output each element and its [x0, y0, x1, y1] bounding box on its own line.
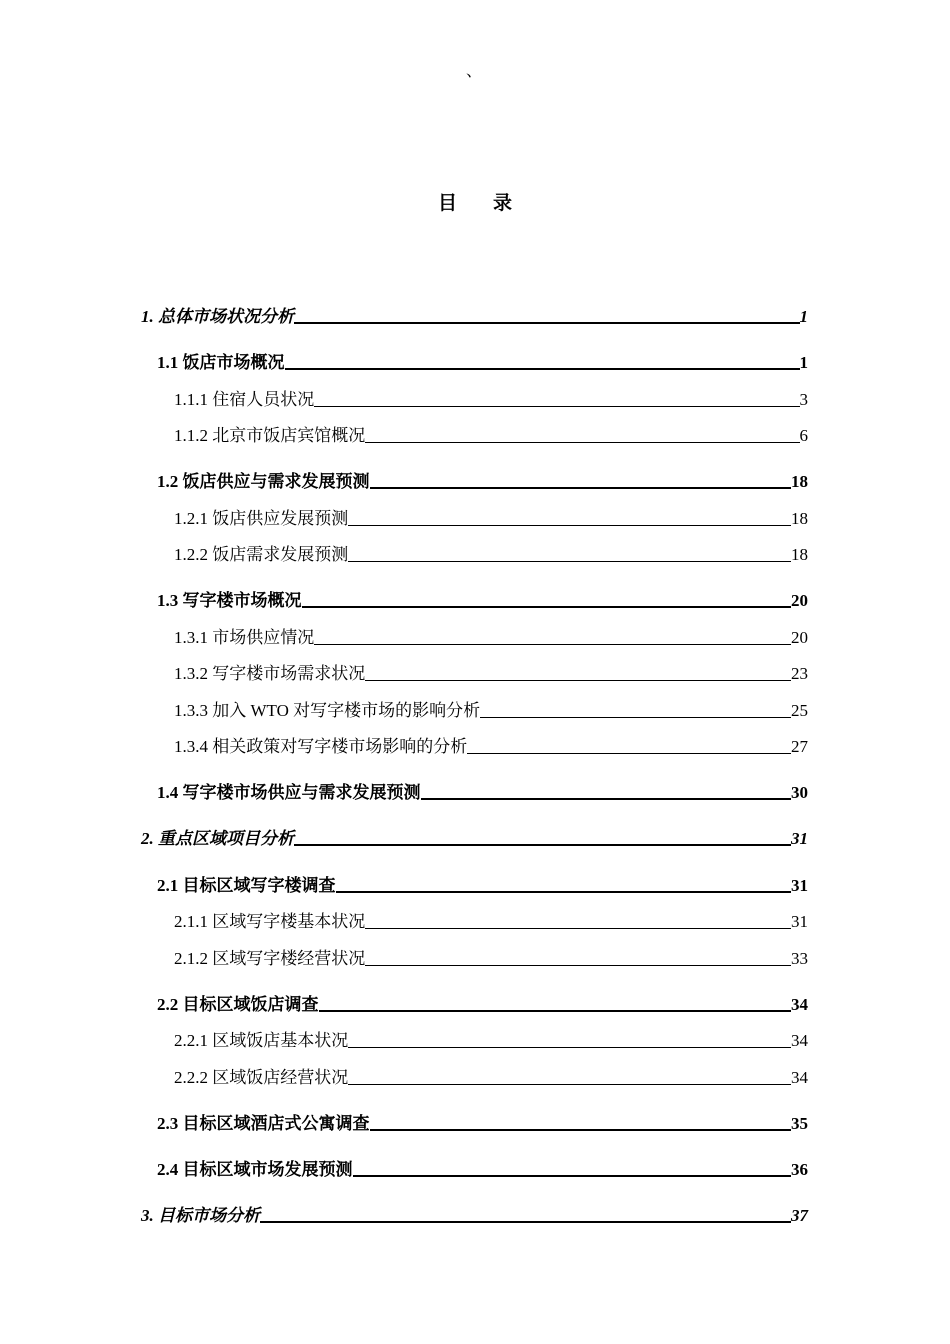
- toc-entry-label: 1.3.3 加入 WTO 对写字楼市场的影响分析: [174, 701, 481, 720]
- toc-entry[interactable]: [157, 590, 808, 612]
- toc-entry[interactable]: [174, 948, 808, 970]
- toc-entry[interactable]: [174, 663, 808, 685]
- toc-leader-line: [336, 891, 792, 893]
- toc-entry-page: 34: [791, 1068, 808, 1087]
- toc-entry[interactable]: [174, 1030, 808, 1052]
- toc-entry-page: 18: [791, 509, 808, 528]
- toc-entry-page: 1: [799, 353, 808, 372]
- toc-entry-page: 37: [791, 1206, 808, 1225]
- toc-entry[interactable]: [141, 306, 808, 328]
- toc-leader-line: [348, 1084, 791, 1085]
- toc-entry[interactable]: [157, 1113, 808, 1135]
- toc-entry[interactable]: [157, 875, 808, 897]
- toc-entry-label: 2.2 目标区域饭店调查: [157, 995, 319, 1014]
- toc-entry-label: 1.3.4 相关政策对写字楼市场影响的分析: [174, 737, 468, 756]
- toc-entry-label: 2.2.1 区域饭店基本状况: [174, 1031, 349, 1050]
- toc-leader-line: [365, 965, 791, 966]
- toc-entry-page: 25: [791, 701, 808, 720]
- toc-leader-line: [365, 442, 799, 443]
- toc-leader-line: [370, 1129, 792, 1131]
- toc-entry-page: 1: [799, 307, 808, 326]
- title-char-1: 目: [437, 192, 457, 214]
- toc-leader-line: [302, 606, 792, 608]
- toc-entry-label: 1.1.2 北京市饭店宾馆概况: [174, 426, 366, 445]
- toc-entry[interactable]: [174, 544, 808, 566]
- toc-leader-line: [260, 1221, 791, 1223]
- toc-entry-label: 1.1 饭店市场概况: [157, 353, 285, 372]
- toc-entry[interactable]: [174, 508, 808, 530]
- toc-entry-page: 36: [791, 1160, 808, 1179]
- toc-entry-page: 3: [799, 390, 808, 409]
- toc-leader-line: [348, 561, 791, 562]
- toc-entry-page: 31: [791, 912, 808, 931]
- toc-entry-label: 2.3 目标区域酒店式公寓调查: [157, 1114, 370, 1133]
- toc-entry-page: 35: [791, 1114, 808, 1133]
- toc-entry[interactable]: [174, 700, 808, 722]
- toc-leader-line: [365, 680, 791, 681]
- toc-entry[interactable]: [157, 352, 808, 374]
- toc-leader-line: [294, 322, 800, 324]
- toc-entry[interactable]: [174, 389, 808, 411]
- toc-entry-page: 33: [791, 949, 808, 968]
- toc-entry-label: 2.1.1 区域写字楼基本状况: [174, 912, 366, 931]
- page-title: [0, 188, 950, 215]
- toc-entry-page: 34: [791, 1031, 808, 1050]
- toc-entry-page: 31: [791, 829, 808, 848]
- toc-leader-line: [348, 525, 791, 526]
- toc-leader-line: [353, 1175, 792, 1177]
- toc-entry[interactable]: [174, 736, 808, 758]
- toc-entry[interactable]: [174, 425, 808, 447]
- toc-entry-label: 2.4 目标区域市场发展预测: [157, 1160, 353, 1179]
- toc-entry-label: 1.2.1 饭店供应发展预测: [174, 509, 349, 528]
- toc-entry-page: 18: [791, 545, 808, 564]
- toc-entry-page: 18: [791, 472, 808, 491]
- title-char-2: 录: [493, 192, 513, 214]
- toc-leader-line: [365, 928, 791, 929]
- toc-entry-label: 1.4 写字楼市场供应与需求发展预测: [157, 783, 421, 802]
- toc-entry-page: 30: [791, 783, 808, 802]
- toc-leader-line: [348, 1047, 791, 1048]
- toc-entry-page: 6: [799, 426, 808, 445]
- toc-entry[interactable]: [157, 782, 808, 804]
- toc-entry-label: 2.2.2 区域饭店经营状况: [174, 1068, 349, 1087]
- toc-leader-line: [370, 487, 792, 489]
- toc-entry[interactable]: [174, 911, 808, 933]
- toc-entry-label: 2.1.2 区域写字楼经营状况: [174, 949, 366, 968]
- toc-leader-line: [294, 844, 791, 846]
- toc-entry-label: 2. 重点区域项目分析: [141, 829, 294, 848]
- toc-entry-label: 3. 目标市场分析: [141, 1206, 260, 1225]
- toc-entry-page: 27: [791, 737, 808, 756]
- toc-leader-line: [467, 753, 791, 754]
- toc-entry-page: 23: [791, 664, 808, 683]
- toc-entry[interactable]: [157, 1159, 808, 1181]
- toc-leader-line: [319, 1010, 792, 1012]
- toc-leader-line: [480, 717, 791, 718]
- toc-entry-label: 1.2 饭店供应与需求发展预测: [157, 472, 370, 491]
- toc-entry-label: 1.3 写字楼市场概况: [157, 591, 302, 610]
- toc-entry-page: 20: [791, 628, 808, 647]
- toc-entry-label: 1.3.2 写字楼市场需求状况: [174, 664, 366, 683]
- toc-leader-line: [314, 644, 791, 645]
- toc-entry[interactable]: [157, 994, 808, 1016]
- toc-entry-page: 34: [791, 995, 808, 1014]
- toc-entry-label: 1. 总体市场状况分析: [141, 307, 294, 326]
- toc-entry-label: 1.3.1 市场供应情况: [174, 628, 315, 647]
- toc-entry[interactable]: [174, 627, 808, 649]
- toc-entry-label: 2.1 目标区域写字楼调查: [157, 876, 336, 895]
- toc-entry-page: 20: [791, 591, 808, 610]
- toc-leader-line: [314, 406, 799, 407]
- toc-leader-line: [285, 368, 800, 370]
- toc-entry[interactable]: [174, 1067, 808, 1089]
- toc-entry-label: 1.1.1 住宿人员状况: [174, 390, 315, 409]
- toc-entry[interactable]: [157, 471, 808, 493]
- toc-entry[interactable]: [141, 1205, 808, 1227]
- toc-entry-page: 31: [791, 876, 808, 895]
- toc-leader-line: [421, 798, 792, 800]
- toc-entry[interactable]: [141, 828, 808, 850]
- toc-entry-label: 1.2.2 饭店需求发展预测: [174, 545, 349, 564]
- header-mark: 、: [466, 63, 483, 80]
